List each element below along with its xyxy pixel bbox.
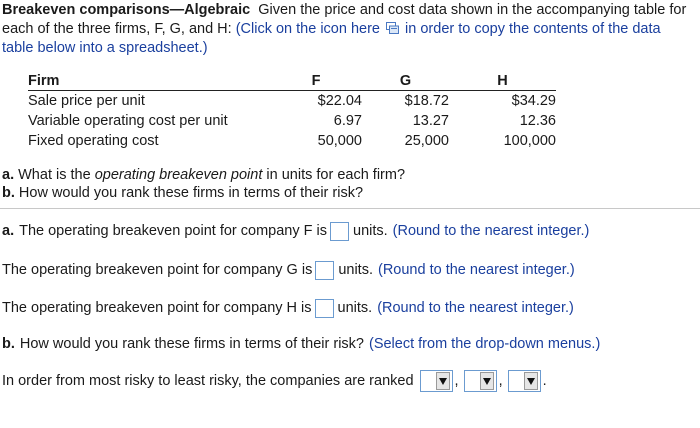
table-row bbox=[28, 131, 556, 151]
round-hint: (Round to the nearest integer.) bbox=[392, 223, 590, 239]
cell-g-variable-cost: 13.27 bbox=[412, 113, 449, 129]
units-label: units. bbox=[353, 223, 388, 239]
table-header-h: H bbox=[449, 71, 556, 91]
rank-2-dropdown[interactable] bbox=[464, 370, 497, 392]
question-b bbox=[2, 184, 405, 202]
breakeven-g-input[interactable] bbox=[315, 261, 334, 280]
row-label-fixed-cost: Fixed operating cost bbox=[28, 133, 159, 149]
question-a bbox=[2, 166, 405, 184]
answer-row-f bbox=[2, 219, 589, 243]
copy-icon[interactable] bbox=[386, 21, 399, 33]
cell-g-sale-price: $18.72 bbox=[404, 93, 449, 109]
cell-f-fixed-cost: 50,000 bbox=[317, 133, 362, 149]
comma-separator: , bbox=[454, 373, 459, 389]
round-hint: (Round to the nearest integer.) bbox=[378, 262, 575, 278]
table-header-g: G bbox=[362, 71, 449, 91]
breakeven-h-input[interactable] bbox=[315, 299, 334, 318]
divider bbox=[0, 208, 700, 209]
question-a-text: What is the bbox=[18, 167, 91, 183]
answer-b-label: b. bbox=[2, 336, 15, 352]
period: . bbox=[542, 373, 547, 389]
table-row bbox=[28, 111, 556, 131]
answer-g-text: The operating breakeven point for company G is bbox=[2, 262, 313, 278]
table-header-firm: Firm bbox=[28, 71, 270, 91]
row-label-variable-cost: Variable operating cost per unit bbox=[28, 113, 228, 129]
answer-f-text: The operating breakeven point for company F is bbox=[19, 223, 327, 239]
rank-3-dropdown[interactable] bbox=[508, 370, 541, 392]
dropdown-arrow-icon bbox=[436, 372, 450, 390]
answer-b-text: How would you rank these firms in terms of their risk? bbox=[19, 336, 364, 352]
problem-title: Breakeven comparisons—Algebraic bbox=[2, 2, 251, 18]
answer-a-label: a. bbox=[2, 223, 15, 239]
question-a-term: operating breakeven point bbox=[94, 167, 263, 183]
table-header-row bbox=[28, 71, 556, 91]
breakeven-f-input[interactable] bbox=[330, 222, 349, 241]
problem-intro bbox=[2, 1, 696, 58]
cell-h-variable-cost: 12.36 bbox=[519, 113, 556, 129]
problem-description: Given the price and cost data shown in the accompanying table for each of the three firms, F, G, and H: bbox=[2, 2, 687, 37]
row-label-sale-price: Sale price per unit bbox=[28, 93, 145, 109]
comma-separator: , bbox=[498, 373, 503, 389]
units-label: units. bbox=[338, 262, 373, 278]
question-b-label: b. bbox=[2, 185, 15, 201]
cell-f-variable-cost: 6.97 bbox=[333, 113, 362, 129]
ranking-text: In order from most risky to least risky, the companies are ranked bbox=[2, 373, 414, 389]
answer-row-h bbox=[2, 296, 574, 320]
table-header-f: F bbox=[270, 71, 362, 91]
cell-g-fixed-cost: 25,000 bbox=[404, 133, 449, 149]
table-row bbox=[28, 91, 556, 112]
cell-h-fixed-cost: 100,000 bbox=[503, 133, 556, 149]
cell-h-sale-price: $34.29 bbox=[511, 93, 556, 109]
questions-block bbox=[2, 166, 405, 202]
data-table bbox=[28, 71, 556, 151]
rank-1-dropdown[interactable] bbox=[420, 370, 453, 392]
units-label: units. bbox=[337, 300, 373, 316]
question-a-text-end: in units for each firm? bbox=[266, 167, 406, 183]
cell-f-sale-price: $22.04 bbox=[317, 93, 362, 109]
answer-row-g bbox=[2, 258, 575, 282]
dropdown-arrow-icon bbox=[524, 372, 538, 390]
answer-h-text: The operating breakeven point for company H is bbox=[2, 300, 312, 316]
dropdown-arrow-icon bbox=[480, 372, 494, 390]
copy-instruction-end: in order to copy the contents of the data table below into a spreadsheet.) bbox=[2, 21, 661, 56]
round-hint: (Round to the nearest integer.) bbox=[377, 300, 574, 316]
ranking-row bbox=[2, 369, 547, 393]
answer-row-b bbox=[2, 332, 600, 356]
dropdown-hint: (Select from the drop-down menus.) bbox=[368, 336, 601, 352]
copy-instruction-start: (Click on the icon here bbox=[235, 21, 380, 37]
question-b-text: How would you rank these firms in terms of their risk? bbox=[18, 185, 364, 201]
question-a-label: a. bbox=[2, 167, 15, 183]
